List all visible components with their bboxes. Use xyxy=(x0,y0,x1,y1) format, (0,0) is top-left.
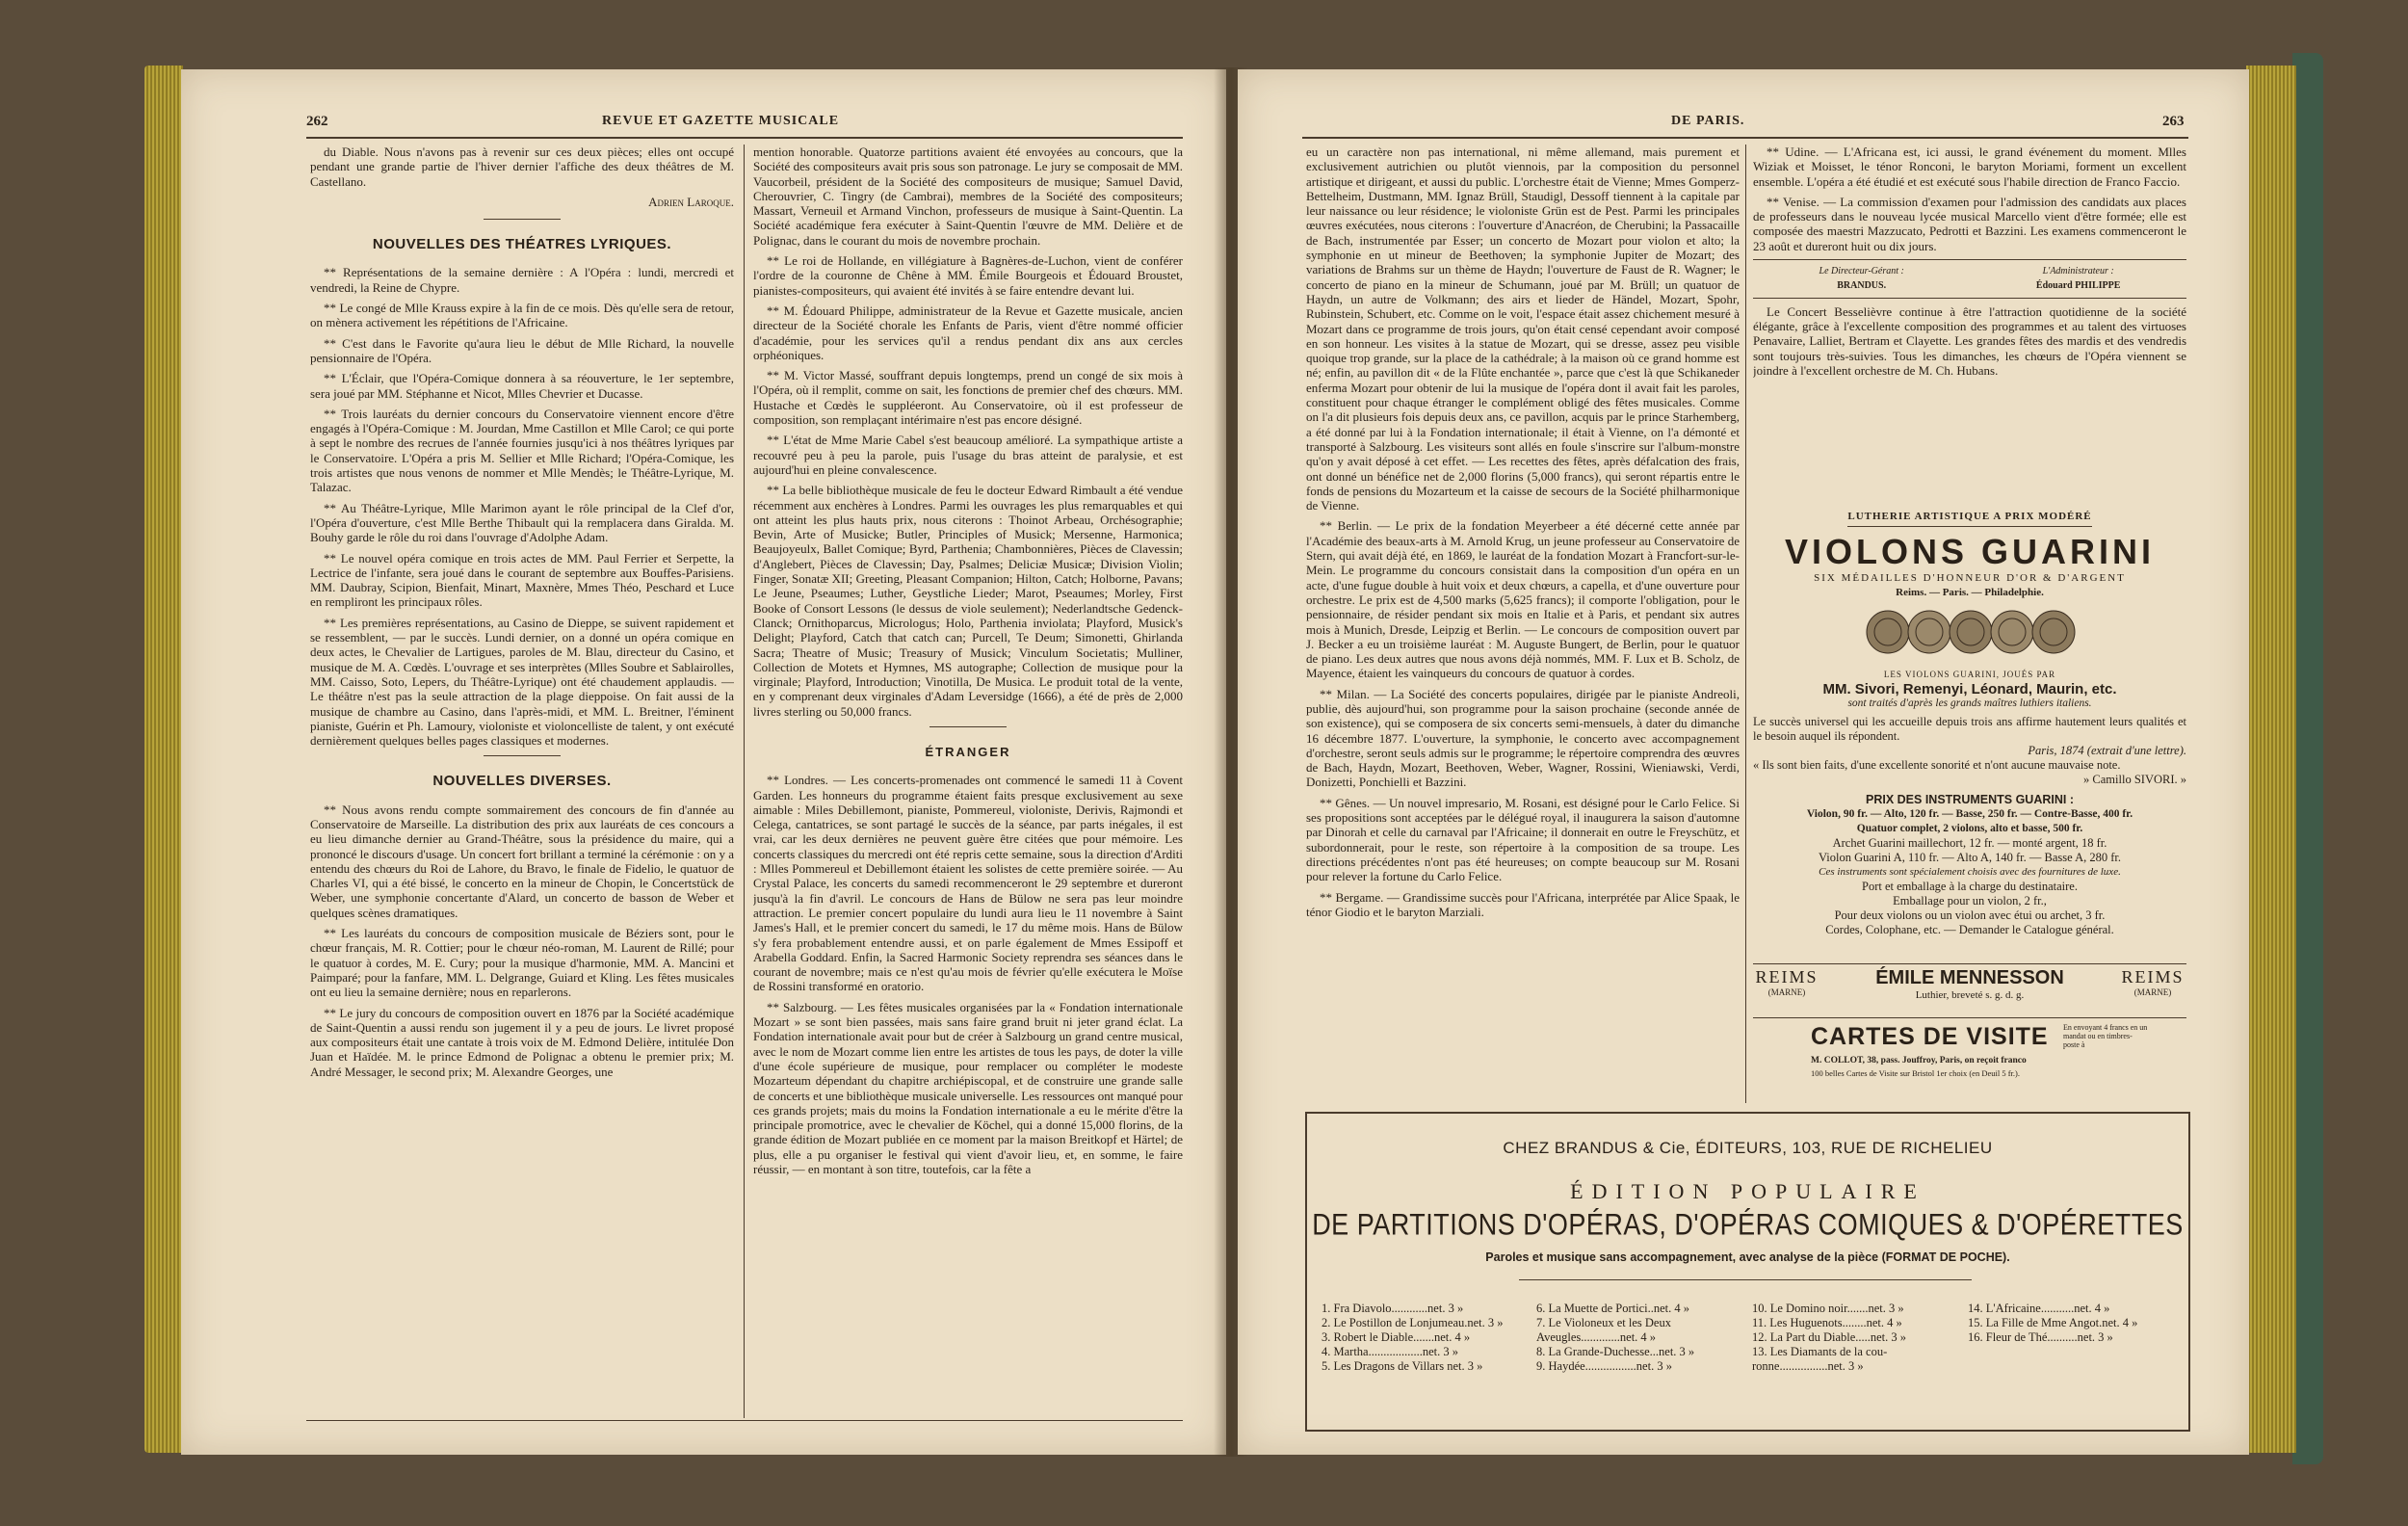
violons-guarini-ad xyxy=(1753,509,2186,971)
ad-kicker: LUTHERIE ARTISTIQUE A PRIX MODÉRÉ xyxy=(1847,510,2091,527)
right-column-1 xyxy=(1306,145,1740,1098)
section-title: NOUVELLES DES THÉATRES LYRIQUES. xyxy=(372,236,672,253)
paragraph: ** Le jury du concours de composition ouvert en 1876 par la Société académique de Saint-Quentin a aussi rendu son jugement il y a peu de jours. Le livret proposé aux compositeurs était une cantate à trois voix de M. Edmond Delière, intitulée Don Juan et Haïdée. M. le prince Edmond de Polignac a obtenu le premier prix; M. André Messager, le second prix; M. Alexandre Georges, une xyxy=(310,1005,734,1079)
right-cover-board xyxy=(2292,53,2323,1464)
cartes-visite-ad xyxy=(1811,1023,2148,1100)
list-item: 14. L'Africaine...........net. 4 » xyxy=(1968,1302,2110,1315)
paragraph: ** Représentations de la semaine dernière : A l'Opéra : lundi, mercredi et vendredi, la Reine de Chypre. xyxy=(310,265,734,295)
list-item: 3. Robert le Diable.......net. 4 » xyxy=(1322,1330,1471,1344)
admin-label: L'Administrateur : xyxy=(2042,266,2114,277)
cartes-side: En envoyant 4 francs en un mandat ou en timbres-poste à xyxy=(2063,1023,2148,1049)
paragraph: ** M. Victor Massé, souffrant depuis longtemps, prend un congé de six mois à l'Opéra, où il remplit, comme on sait, les fonctions de premier chef des chœurs. MM. Hustache et Cœdès le suppléeront. Au Conservatoire, où il est professeur de composition, son remplaçant intérimaire n'est pas encore désigné. xyxy=(753,368,1183,428)
paragraph: ** Le congé de Mlle Krauss expire à la fin de ce mois. Dès qu'elle sera de retour, on mènera activement les répétitions de l'Africaine. xyxy=(310,301,734,330)
paragraph: ** L'état de Mme Marie Cabel s'est beaucoup amélioré. La sympathique artiste a recouvré peu à peu la parole, puis l'usage du bras atteint de paralysie, et est aujourd'hui en pleine convalescence. xyxy=(753,433,1183,477)
left-header-rule xyxy=(306,137,1183,139)
right-column-divider xyxy=(1745,145,1746,1103)
right-page-number: 263 xyxy=(2162,114,2185,129)
admin-name: Édouard PHILIPPE xyxy=(2035,280,2121,292)
ad-prices-6: Port et emballage à la charge du destinataire. xyxy=(1862,880,2078,893)
list-item: ronne................net. 3 » xyxy=(1752,1359,1864,1373)
reims-left: REIMS xyxy=(1755,967,1819,987)
paragraph: ** Les lauréats du concours de composition musicale de Béziers sont, pour le chœur français, M. R. Cottier; pour le chœur néo-roman, M. Laurent de Rillé; pour le quatuor à cordes, M. E. Cury; pour la musique d'harmonie, MM. A. Mancini et Paimparé; pour la fanfare, MM. L. Delgrange, Guiard et Kling. Les fêtes musicales ont eu lieu la semaine dernière; nous en reparlerons. xyxy=(310,926,734,1000)
brandus-title: DE PARTITIONS D'OPÉRAS, D'OPÉRAS COMIQUES & D'OPÉRETTES xyxy=(1312,1207,2184,1242)
paragraph: ** Londres. — Les concerts-promenades ont commencé le samedi 11 à Covent Garden. Les honneurs du programme étaient faits presque exclusivement au sexe aimable : Miles Debillemont, pianiste, Pommereul, violoniste, Derivis, Rajmondi et Celega, cantatrices, se sont partagé le succès de la séance, par parts inégales, il est vrai, car les deux dernières ne peuvent guère être citées que pour mémoire. Les concerts classiques du mercredi ont été repris cette semaine, sous la direction d'Arditi : Mlles Pommereul et Debillemont étaient les solistes de cette première soirée. — Au Crystal Palace, les concerts du samedi recommenceront le 29 septembre et dureront jusqu'à la fin d'avril. Le concours de Hans de Bülow ne sera pas leur moindre attraction. Le premier concert populaire du lundi aura lieu le 11 novembre à Saint James's Hall, et le premier concert du samedi, le 17 du même mois. Hans de Bülow s'y fera probablement entendre aussi, et on parle également de Mmes Essipoff et Arabella Goddard. Enfin, la Sacred Harmonic Society reprendra ses séances dans le courant de novembre; mais ce n'est qu'au mois de février qu'elle exécutera le Moïse de Rossini transformé en oratorio. xyxy=(753,773,1183,994)
cartes-title: CARTES DE VISITE xyxy=(1811,1023,2049,1050)
mennesson-name: ÉMILE MENNESSON xyxy=(1875,967,2064,988)
ad-played-by: LES VIOLONS GUARINI, JOUÉS PAR xyxy=(1883,670,2056,679)
paragraph: ** C'est dans le Favorite qu'aura lieu le début de Mlle Richard, la nouvelle pensionnaire de l'Opéra. xyxy=(310,335,734,365)
ad-ranked: sont traités d'après les grands maîtres luthiers italiens. xyxy=(1847,697,2092,709)
brandus-list-3 xyxy=(1752,1302,1954,1374)
list-item: 4. Martha..................net. 3 » xyxy=(1322,1345,1458,1358)
cartes-rule xyxy=(1753,1017,2186,1018)
list-item: 15. La Fille de Mme Angot.net. 4 » xyxy=(1968,1316,2138,1329)
mennesson-desc: Luthier, breveté s. g. d. g. xyxy=(1915,989,2025,1001)
paragraph: ** Bergame. — Grandissime succès pour l'Africana, interprétée par Alice Spaak, le ténor Giodio et le baryton Marziali. xyxy=(1306,889,1740,919)
separator xyxy=(929,726,1007,727)
paragraph: ** Trois lauréats du dernier concours du Conservatoire viennent encore d'être engagés à l'Opéra-Comique : M. Jourdan, Mme Castillon et Mlle Carol; ce qui porte à sept le nombre des recrues de l'année fournies jusqu'ici à nos théâtres lyriques par le Conservatoire. L'Opéra a pris M. Sellier et Mlle Richard; l'Opéra-Comique, les trois artistes que nous venons de nommer et Mlle Mendès; le Théâtre-Lyrique, M. Talazac. xyxy=(310,406,734,495)
right-page-edges xyxy=(2246,66,2296,1453)
cartes-line2: 100 belles Cartes de Visite sur Bristol 1er choix (en Deuil 5 fr.). xyxy=(1811,1068,2020,1078)
brandus-ad xyxy=(1305,1112,2190,1432)
brandus-edition: ÉDITION POPULAIRE xyxy=(1570,1179,1925,1203)
paragraph: eu un caractère non pas international, ni même allemand, mais purement et exclusivement autrichien ou plutôt viennois, par la composition du personnel artistique et dirigeant, et aussi du public. L'orchestre était de Vienne; Mmes Gomperz-Bettelheim, Dustmann, MM. Ignaz Brüll, Staudigl, Dessoff tiennent à la capitale par leur naissance ou leur résidence; le violoniste Grün est de Pest. Parmi les principales œuvres exécutées, nous citerons : l'ouverture d'Anacréon, de Cherubini; la Passacaille de Bach, instrumentée par Esser; un concerto de Mozart pour violon et alto; la symphonie en ut mineur de Beethoven; la symphonie Jupiter de Mozart; des variations de Brahms sur un thème de Haydn; l'ouverture de Faust de R. Wagner; le concerto de piano en la mineur de Schumann, joué par M. Brüll; un quatuor de Haydn, un autre de Volkmann; des airs et lieder de Händel, Mozart, Spohr, Rubinstein, Schubert, etc. Comme on le voit, l'espace était assez chichement mesuré à Mozart dans ce programme de trois jours, qu'on était censé cependant avoir composé en son honneur. Les visites à la statue de Mozart, qui se dresse, assez peu visible quoique trop grande, sur la place de la cathédrale; à la maison où ce grand homme est né; enfin, au pavillon dit « de la Flûte enchantée », parce que c'est là que Schikaneder enferma Mozart pour obtenir de lui la musique de l'opéra dont il avait fait les paroles, constituent pour chaque étranger le complément obligé des fêtes musicales. Comme on l'a dit plusieurs fois depuis deux ans, ce pavillon, acquis par le prince Starhemberg, a été donné par lui à la Fondation internationale; il était à Vienne, on l'a démonté et transporté à Salzbourg. Les visiteurs sont allés en foule s'inscrire sur l'album-monstre qu'on y avait déposé à cet effet. — Les recettes des fêtes, après défalcation des frais, ont donné un bénéfice net de 2,000 florins (5,000 francs), qui seront répartis entre le fonds de pensions du Mozarteum et la caisse de secours de la Société philharmonique de Vienne. xyxy=(1306,145,1740,513)
list-item: 5. Les Dragons de Villars net. 3 » xyxy=(1322,1359,1483,1373)
list-item: 2. Le Postillon de Lonjumeau.net. 3 » xyxy=(1322,1316,1504,1329)
list-item: 1. Fra Diavolo............net. 3 » xyxy=(1322,1302,1464,1315)
ad-p1: Le succès universel qui les accueille depuis trois ans affirme hautement leurs qualités et le besoin auquel ils répondent. xyxy=(1753,715,2186,743)
brandus-rule xyxy=(1519,1279,1972,1280)
list-item: 12. La Part du Diable.....net. 3 » xyxy=(1752,1330,1907,1344)
signature: Adrien Laroque. xyxy=(648,194,734,209)
paragraph: ** Gênes. — Un nouvel impresario, M. Rosani, est désigné pour le Carlo Felice. Si ses propositions sont acceptées par le délégué royal, il inaugurera la saison d'automne par Dinorah et celle du carnaval par l'Africaine; il donnerait en outre le Freyschütz, et subordonnerait, pour le reste, son répertoire à la composition de sa troupe. Les directions précédentes n'ont pas été heureuses; on compte beaucoup sur M. Rosani pour relever la fortune du Carlo Felice. xyxy=(1306,795,1740,884)
gerant-name: BRANDUS. xyxy=(1837,280,1887,292)
brandus-publisher: CHEZ BRANDUS & Cie, ÉDITEURS, 103, RUE DE RICHELIEU xyxy=(1503,1139,1993,1157)
brandus-subtitle: Paroles et musique sans accompagnement, avec analyse de la pièce (FORMAT DE POCHE). xyxy=(1485,1250,2010,1264)
left-running-head: REVUE ET GAZETTE MUSICALE xyxy=(602,114,840,128)
ad-prices-title: PRIX DES INSTRUMENTS GUARINI : xyxy=(1866,793,2074,806)
paragraph: ** L'Éclair, que l'Opéra-Comique donnera à sa réouverture, le 1er septembre, sera joué par MM. Stéphanne et Nicot, Mlles Chevrier et Ducasse. xyxy=(310,371,734,401)
brandus-list-1 xyxy=(1322,1302,1524,1374)
list-item: 7. Le Violoneux et les Deux xyxy=(1536,1316,1671,1329)
ad-quote: « Ils sont bien faits, d'une excellente sonorité et n'ont aucune mauvaise note. xyxy=(1753,758,2121,772)
right-column-2 xyxy=(1753,145,2186,530)
brandus-list-2 xyxy=(1536,1302,1739,1374)
paragraph: ** M. Édouard Philippe, administrateur de la Revue et Gazette musicale, ancien directeur de la Société chorale les Enfants de Paris, vient d'être nommé officier d'académie, pour les services qu'il a rendus pendant dix ans aux cercles orphéoniques. xyxy=(753,303,1183,362)
paragraph: ** Salzbourg. — Les fêtes musicales organisées par la « Fondation internationale Mozart » se sont bien passées, mais sans faire grand bruit ni jeter grand éclat. La Fondation internationale avait pour but de créer à Salzbourg un grand centre musical, avec le nom de Mozart comme lien entre les artistes de tous les pays, de doter la ville d'une école supérieure de musique, pour remplacer ou compléter le modeste Mozarteum dépendant du chapitre archiépiscopal, et de construire une grande salle de concerts et une bibliothèque musicale universelle. Les ressources ont manqué pour ces grands projets; mais du moins la Fondation internationale a eu le mérite d'être la principale promotrice, avec le chevalier de Köchel, qui a donné 15,000 florins, de la grande édition de Mozart publiée en ce moment par la maison Breitkopf et Härtel; de plus, elle a pu organiser le festival qui vient d'avoir lieu, et, en somme, le faire réussir, — en montant à son titre, toutefois, car la fête a xyxy=(753,999,1183,1176)
left-page-edges xyxy=(144,66,183,1453)
paragraph: ** La belle bibliothèque musicale de feu le docteur Edward Rimbault a été vendue récemment aux enchères à Londres. Parmi les ouvrages les plus remarquables et qui ont atteint les plus hauts prix, nous citerons : Thoinot Arbeau, Orchésographie; Bevin, Arte of Musicke; Butler, Principles of Musick; Mersenne, Harmonica; Beaujoyeulx, Ballet Comique; Byrd, Parthenia; Chambonnières, Pièces de Clavessin; d'Anglebert, Pièces de Clavessin; Day, Psalmes; Deliciæ Musicæ; Division Violin; Finger, Sonatæ XII; Greeting, Pleasant Companion; Hilton, Catch; Holborne, Pavans; Le Jeune, Pseaumes; Luther, Geystliche Lieder; Marot, Pseaumes; Morley, First Booke of Consort Lessons (le dessus de viole seulement); Nederlandtsche Gedenck-Clanck; Ornithoparcus, Micrologus; Holo, Parthenia inviolata; Playford, Musick's Delight; Playford, Catch that catch can; Purcell, Te Deum; Simonetti, Ghirlanda Sacra; Theatre of Music; Treasury of Musick; Vinculum Societatis; Mulliner, Collection de Motets et Hymnes, MS autographe; Collection de musique pour la virginale; Playford, Introduction; Vinotilla, De Musica. Le produit total de la vente, en y comprenant deux virginales d'Adam Leversidge (1666), a été de près de 2,000 livres sterling ou 50,000 francs. xyxy=(753,483,1183,719)
paragraph: ** Berlin. — Le prix de la fondation Meyerbeer a été décerné cette année par l'Académie des beaux-arts à M. Arnold Krug, un jeune professeur au Conservatoire de Stern, qui avait déjà été, en 1869, le lauréat de la fondation Mozart à Francfort-sur-le-Mein. Le programme du concours consistait dans la composition d'un opéra en un acte, d'une fugue double à huit voix et deux chœurs, a capella, et d'une ouverture pour orchestre. Le prix est de 4,500 marks (5,625 francs); il comporte l'obligation, pour le pensionnaire, de résider pendant six mois en Italie et à Paris, et pendant six autres mois à Munich, Dresde, Leipzig et Berlin. — Le concours de composition ouvert par J. Becker a eu un troisième lauréat : M. Auguste Bungert, de Berlin, pour le quatuor de piano. Les deux autres que nous avons déjà nommés, MM. F. Lux et B. Scholz, de Mayence, étaient les vainqueurs du concours de quatuor à cordes. xyxy=(1306,518,1740,681)
list-item: 10. Le Domino noir.......net. 3 » xyxy=(1752,1302,1904,1315)
brandus-list-4 xyxy=(1968,1302,2175,1345)
ad-prices-5: Ces instruments sont spécialement choisis avec des fournitures de luxe. xyxy=(1819,866,2121,878)
ad-prices-1: Violon, 90 fr. — Alto, 120 fr. — Basse, 250 fr. — Contre-Basse, 400 fr. xyxy=(1806,808,2133,820)
ad-prices-9: Cordes, Colophane, etc. — Demander le Catalogue général. xyxy=(1825,923,2114,936)
marne-left: (MARNE) xyxy=(1767,987,1806,997)
section-title: ÉTRANGER xyxy=(925,744,1011,759)
ad-prices-4: Violon Guarini A, 110 fr. — Alto A, 140 fr. — Basse A, 280 fr. xyxy=(1818,851,2122,864)
list-item: 6. La Muette de Portici..net. 4 » xyxy=(1536,1302,1689,1315)
list-item: 8. La Grande-Duchesse...net. 3 » xyxy=(1536,1345,1695,1358)
medals-icon xyxy=(1864,604,2076,660)
cartes-line1: M. COLLOT, 38, pass. Jouffroy, Paris, on reçoit franco xyxy=(1811,1056,2027,1066)
left-column-1 xyxy=(310,145,734,1416)
ad-title: VIOLONS GUARINI xyxy=(1784,532,2156,571)
section-title: NOUVELLES DIVERSES. xyxy=(432,773,612,790)
marne-right: (MARNE) xyxy=(2133,987,2172,997)
right-running-head: DE PARIS. xyxy=(1671,114,1745,128)
ad-quote-sign: » Camillo SIVORI. » xyxy=(2083,773,2186,786)
paragraph: mention honorable. Quatorze partitions avaient été envoyées au concours, que la Société des compositeurs avait pris sous son patronage. Le jury se composait de MM. Vaucorbeil, président de la Société des compositeurs de musique; Samuel David, Cherouvrier, C. Tingry (de Cambrai), membres de la Société des compositeurs; Massart, Verneuil et Armand Vinchon, professeurs de musique à Saint-Quentin. La Société académique fera exécuter à Saint-Quentin l'œuvre de MM. Delière et de Polignac, dans le courant du mois de novembre prochain. xyxy=(753,145,1183,248)
separator xyxy=(484,219,561,220)
paragraph: ** Au Théâtre-Lyrique, Mlle Marimon ayant le rôle principal de la Clef d'or, l'Opéra d'ouverture, c'est Mlle Berthe Thibault qui la remplacera dans Giralda. M. Bouhy garde le rôle du roi dans l'ouvrage d'Adolphe Adam. xyxy=(310,500,734,545)
list-item: 11. Les Huguenots........net. 4 » xyxy=(1752,1316,1902,1329)
gerant-block xyxy=(1753,259,2186,299)
right-header-rule xyxy=(1302,137,2188,139)
list-item: 9. Haydée.................net. 3 » xyxy=(1536,1359,1672,1373)
ad-cities: Reims. — Paris. — Philadelphie. xyxy=(1896,587,2044,598)
paragraph: ** Nous avons rendu compte sommairement des concours de fin d'année au Conservatoire de Marseille. La distribution des prix aux lauréats de ces concours a eu lieu dimanche dernier au Grand-Théâtre, sous la présidence du maire, qui a prononcé le discours d'usage. Un concert fort brillant a terminé la cérémonie : on y a entendu des chœurs du Roi de Lahore, du Bravo, le finale de Fidelio, le quatuor de Charles VI, qui a été bissé, le concerto en la mineur de Chopin, le Concertstück de Weber, une symphonie concertante d'Alard, un concerto de basson de Weber et quelques scènes dramatiques. xyxy=(310,802,734,920)
gerant-label: Le Directeur-Gérant : xyxy=(1819,266,1904,277)
left-column-divider xyxy=(744,145,745,1418)
list-item: 16. Fleur de Thé..........net. 3 » xyxy=(1968,1330,2113,1344)
paragraph: du Diable. Nous n'avons pas à revenir sur ces deux pièces; elles ont occupé pendant une grande partie de l'hiver dernier l'affiche des deux théâtres de M. Castellano. xyxy=(310,145,734,189)
ad-prices-3: Archet Guarini maillechort, 12 fr. — monté argent, 18 fr. xyxy=(1832,836,2107,850)
paragraph: ** Udine. — L'Africana est, ici aussi, le grand événement du moment. Mlles Wiziak et Moisset, le ténor Ronconi, le baryton Moriami, forment un excellent ensemble. L'opéra a été étudié et est exécuté sous l'habile direction de Franco Faccio. xyxy=(1753,145,2186,189)
left-page-number: 262 xyxy=(306,114,328,129)
ad-prices-2: Quatuor complet, 2 violons, alto et basse, 500 fr. xyxy=(1856,823,2083,834)
mennesson-ad xyxy=(1753,967,2186,1015)
list-item: 13. Les Diamants de la cou- xyxy=(1752,1345,1888,1358)
paragraph: ** Le nouvel opéra comique en trois actes de MM. Paul Ferrier et Serpette, la Lectrice de l'infante, sera joué dans le courant de septembre aux Bouffes-Parisiens. MM. Daubray, Scipion, Bienfait, Minart, Maxnère, Mmes Théo, Peschard et Luce en rempliront les principaux rôles. xyxy=(310,550,734,610)
left-footer-rule xyxy=(306,1420,1183,1421)
paragraph: ** Les premières représentations, au Casino de Dieppe, se suivent rapidement et se ressemblent, — par le succès. Lundi dernier, on a donné un opéra comique en deux actes, le Chevalier de Lartigues, paroles de M. Blau, directeur du Casino, et musique de M. A. Cœdès. L'ouvrage et ses interprètes (Mlles Soubre et Sablairolles, MM. Caisso, Soto, Lepers, du Théâtre-Lyrique) ont été chaudement applaudis. — Le théâtre n'est pas la seule attraction de la plage dieppoise. On fait aussi de la musique de chambre au Casino, dans l'après-midi, et MM. L. Breitner, l'éminent pianiste, Guérin et Ph. Lamoury, violoniste et violoncelliste de talent, y ont exécuté dernièrement quelques belles pages classiques et modernes. xyxy=(310,615,734,749)
ad-players: MM. Sivori, Remenyi, Léonard, Maurin, etc. xyxy=(1822,681,2117,697)
paragraph: ** Milan. — La Société des concerts populaires, dirigée par le pianiste Andreoli, publie, dès aujourd'hui, son programme pour la saison prochaine (seconde année de son existence), qui se composera de six concerts semi-mensuels, à dater du dimanche 16 décembre 1877. L'ouverture, la symphonie, le concerto avec accompagnement d'orchestre, seront seuls admis sur le programme; le répertoire comprendra des œuvres de Bach, Haydn, Mozart, Beethoven, Weber, Wagner, Rossini, Wieniawski, Verdi, Donizetti, Ponchielli et Bazzini. xyxy=(1306,686,1740,790)
ad-subtitle: SIX MÉDAILLES D'HONNEUR D'OR & D'ARGENT xyxy=(1814,572,2126,584)
paragraph: ** Venise. — La commission d'examen pour l'admission des candidats aux places de professeurs dans le nouveau lycée musical Marcello vient d'être formée; elle est composée des maestri Mazzucato, Pedrotti et Bazzini. Les examens commenceront le 23 août et dureront huit ou dix jours. xyxy=(1753,194,2186,253)
ad-prices-7: Emballage pour un violon, 2 fr., xyxy=(1893,894,2047,908)
list-item: Aveugles.............net. 4 » xyxy=(1536,1330,1657,1344)
paragraph: ** Le roi de Hollande, en villégiature à Bagnères-de-Luchon, vient de conférer l'ordre de la couronne de Chêne à MM. Émile Bourgeois et Édouard Broustet, pianistes-compositeurs, qui avaient été invités à se faire entendre devant lui. xyxy=(753,253,1183,298)
left-column-2 xyxy=(753,145,1183,1416)
separator xyxy=(484,755,561,756)
ad-prices-8: Pour deux violons ou un violon avec étui ou archet, 3 fr. xyxy=(1834,908,2106,922)
paragraph: Le Concert Besselièvre continue à être l'attraction quotidienne de la société élégante, grâce à l'excellente composition des programmes et au talent des virtuoses Penavaire, Lalliet, Bertram et Clayette. Les grandes fêtes des mardis et des vendredis sont toujours très-suivies. Tous les dimanches, les chœurs de l'Opéra viennent se joindre à l'excellent orchestre de M. Ch. Hubans. xyxy=(1753,303,2186,378)
mennesson-rule xyxy=(1753,963,2186,964)
reims-right: REIMS xyxy=(2121,967,2185,987)
ad-p1-src: Paris, 1874 (extrait d'une lettre). xyxy=(2028,744,2186,757)
